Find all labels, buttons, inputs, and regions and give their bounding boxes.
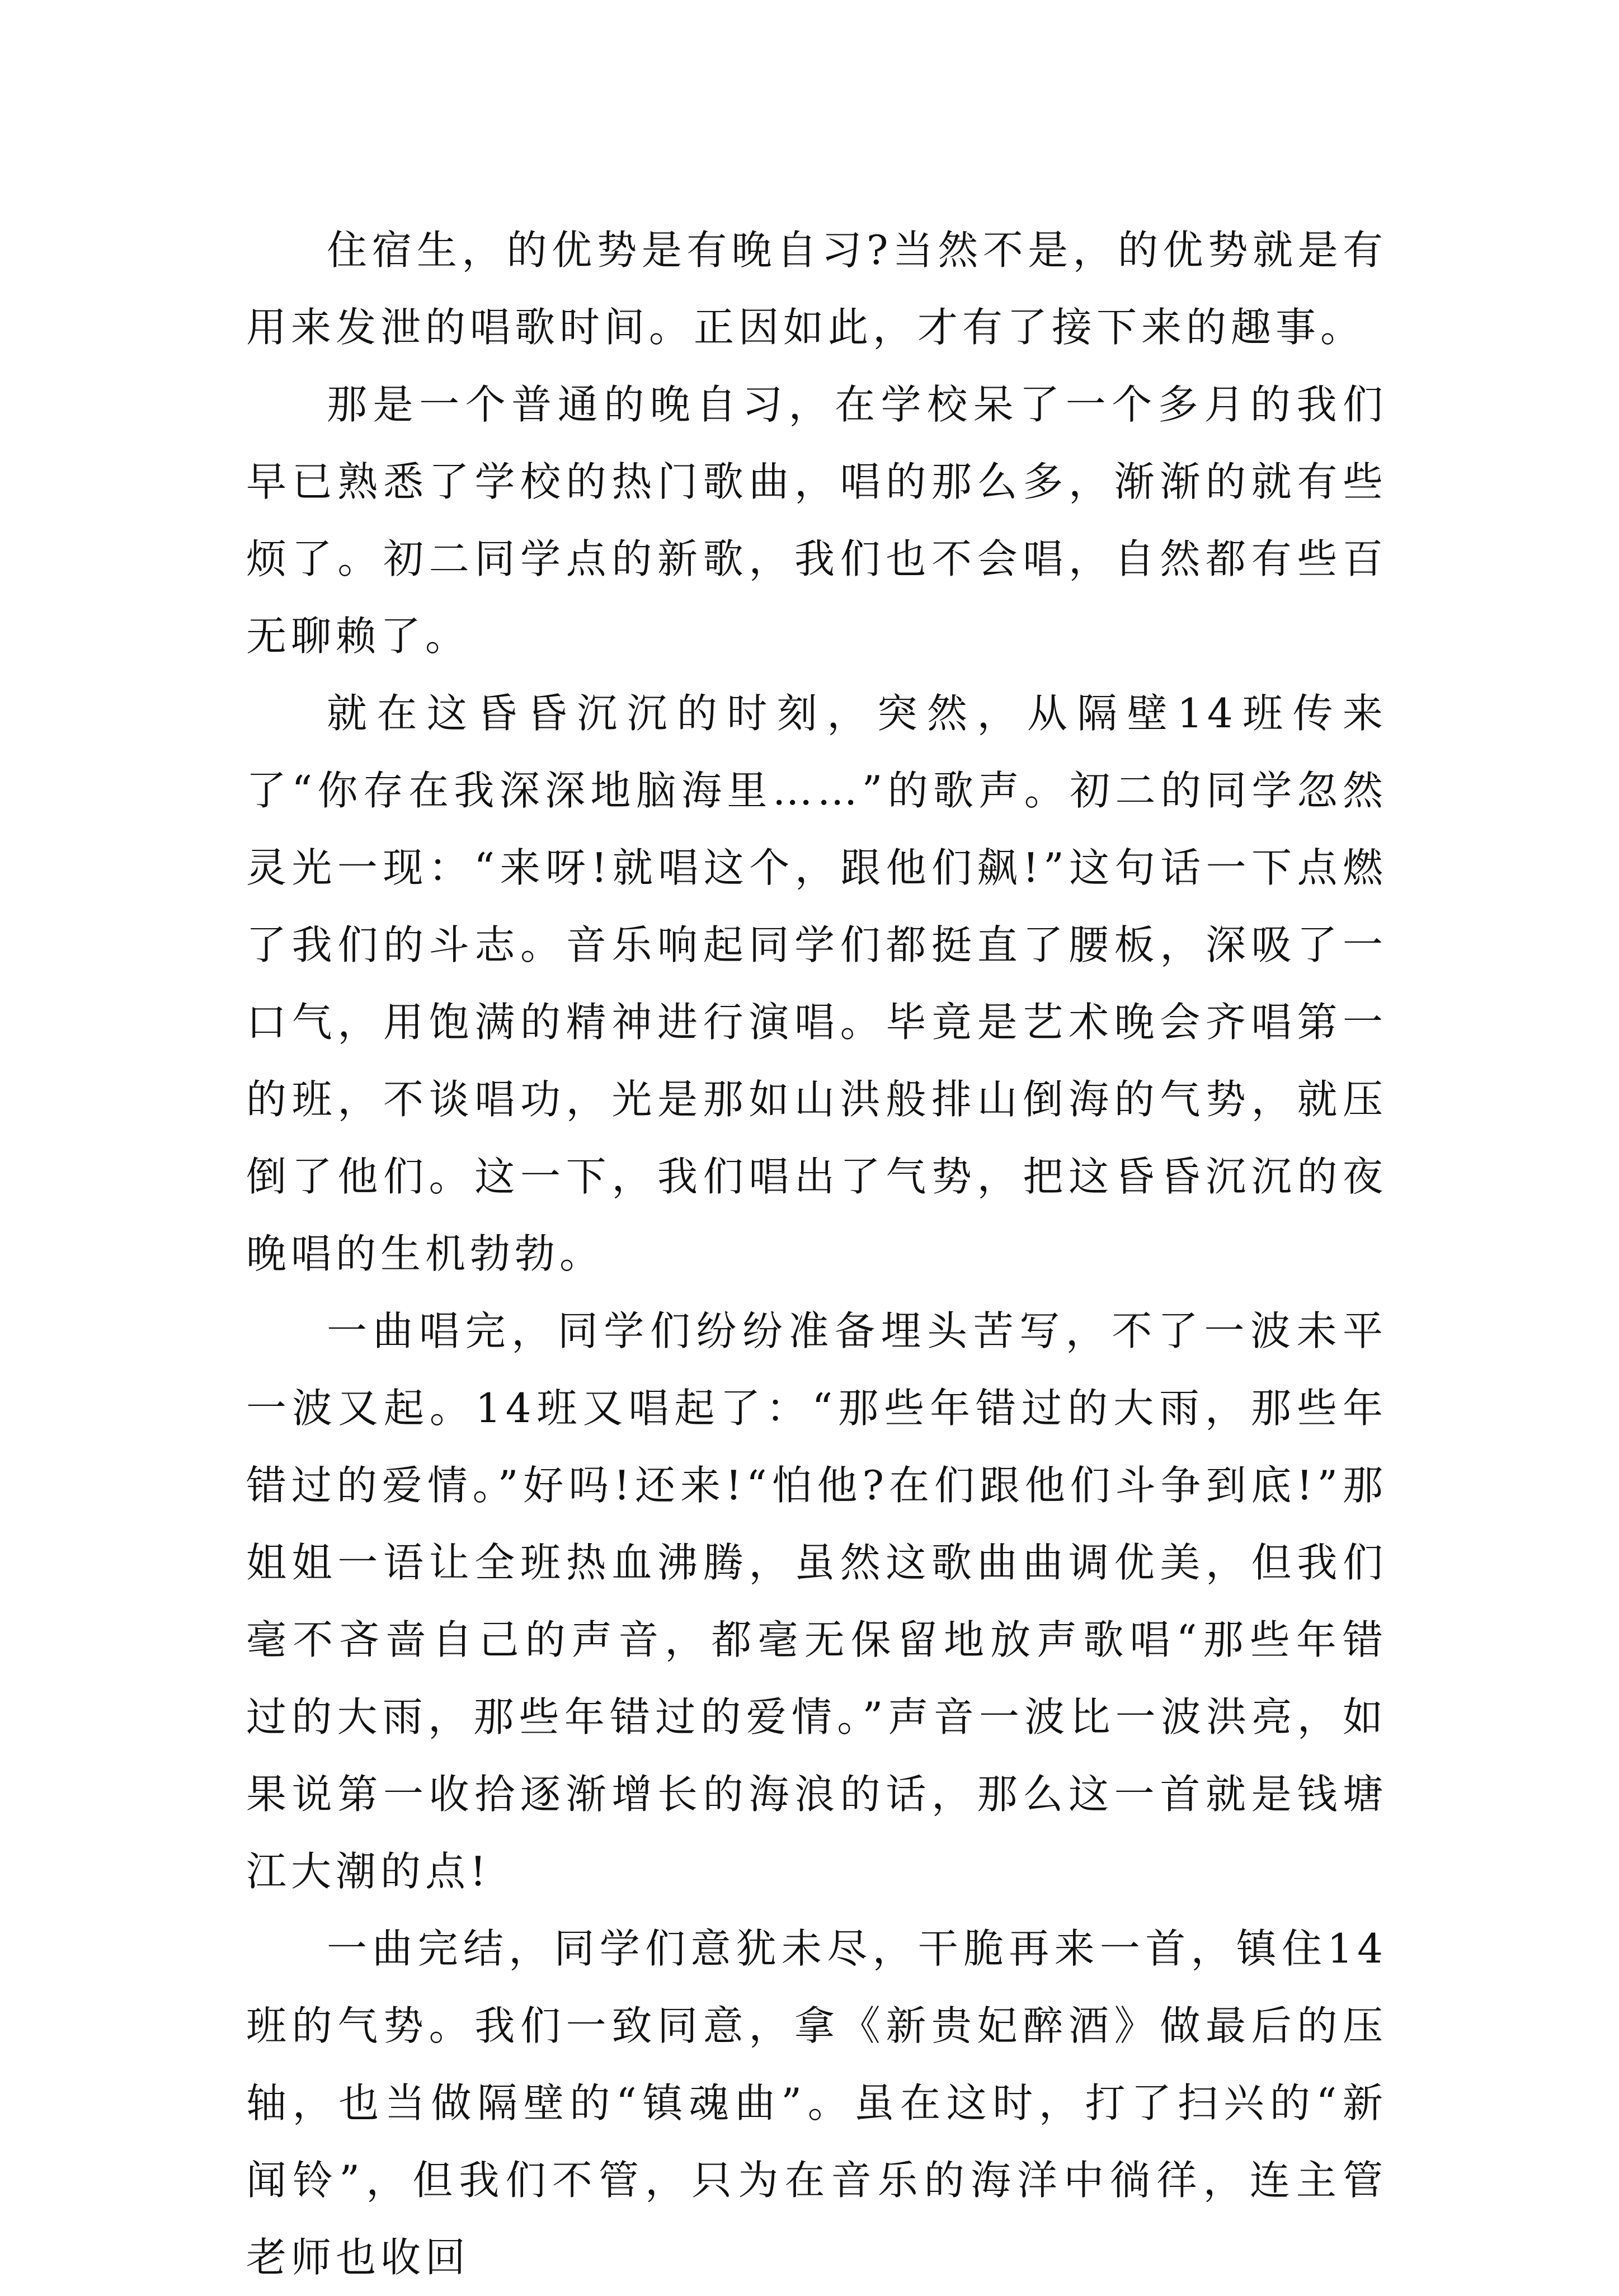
document-body xyxy=(246,211,1387,2296)
paragraph: 一曲唱完，同学们纷纷准备埋头苦写，不了一波未平一波又起。14班又唱起了：“那些年错过的大雨，那些年错过的爱情。”好吗!还来!“怕他?在们跟他们斗争到底!”那姐姐一语让全班热血沸腾，虽然这歌曲曲调优美，但我们毫不吝啬自己的声音，都毫无保留地放声歌唱“那些年错过的大雨，那些年错过的爱情。”声音一波比一波洪亮，如果说第一收拾逐渐增长的海浪的话，那么这一首就是钱塘江大潮的点! xyxy=(246,1307,1387,1895)
paragraph: 住宿生，的优势是有晚自习?当然不是，的优势就是有用来发泄的唱歌时间。正因如此，才有了接下来的趣事。 xyxy=(246,227,1387,351)
paragraph: 就在这昏昏沉沉的时刻，突然，从隔壁14班传来了“你存在我深深地脑海里……”的歌声。初二的同学忽然灵光一现：“来呀!就唱这个，跟他们飙!”这句话一下点燃了我们的斗志。音乐响起同学们都挺直了腰板，深吸了一口气，用饱满的精神进行演唱。毕竟是艺术晚会齐唱第一的班，不谈唱功，光是那如山洪般排山倒海的气势，就压倒了他们。这一下，我们唱出了气势，把这昏昏沉沉的夜晚唱的生机勃勃。 xyxy=(246,690,1387,1277)
paragraph: 一曲完结，同学们意犹未尽，干脆再来一首，镇住14班的气势。我们一致同意，拿《新贵妃醉酒》做最后的压轴，也当做隔壁的“镇魂曲”。虽在这时，打了扫兴的“新闻铃”，但我们不管，只为在音乐的海洋中徜徉，连主管老师也收回 xyxy=(246,1925,1387,2281)
paragraph: 那是一个普通的晚自习，在学校呆了一个多月的我们早已熟悉了学校的热门歌曲，唱的那么多，渐渐的就有些烦了。初二同学点的新歌，我们也不会唱，自然都有些百无聊赖了。 xyxy=(246,381,1387,660)
